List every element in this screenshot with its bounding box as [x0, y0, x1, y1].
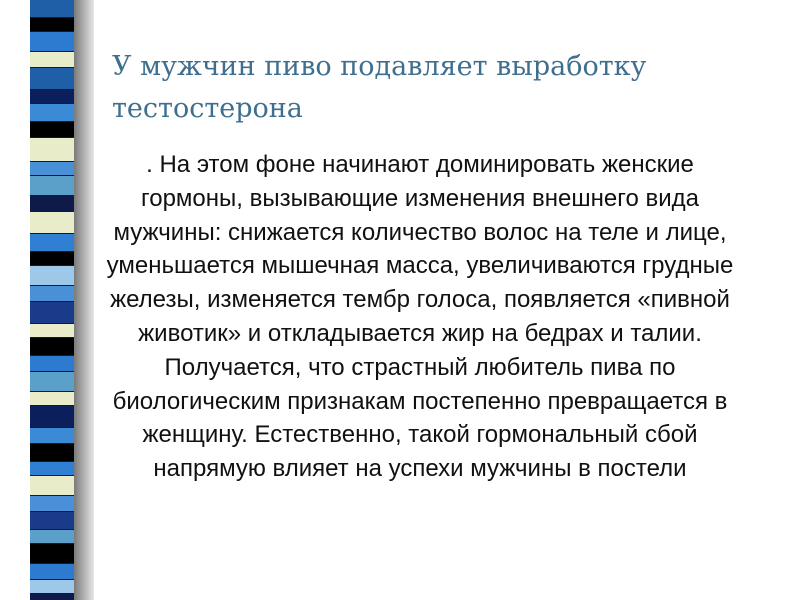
stripe-segment [30, 122, 74, 138]
stripe-segment [30, 406, 74, 428]
stripe-segment [30, 530, 74, 544]
stripe-segment [30, 18, 74, 32]
stripe-segment [30, 286, 74, 302]
stripe-shadow [74, 0, 94, 600]
stripe-segment [30, 338, 74, 356]
slide-body-text: . На этом фоне начинают доминировать женские гормоны, вызывающие изменения внешнего вида мужчины: снижается количество волос на теле и лице, уменьшается мышечная масса, увеличиваются грудные железы, изменяется тембр голоса, появляется «пивной животик» и откладывается жир на бедрах и талии. Получается, что страстный любитель пива по биологическим признакам постепенно превращается в женщину. Естественно, такой гормональный сбой напрямую влияет на успехи мужчины в постели [106, 151, 734, 483]
stripe-segment [30, 428, 74, 444]
stripe-segment [30, 196, 74, 212]
stripe-segment [30, 324, 74, 338]
stripe-segment [30, 356, 74, 372]
stripe-segment [30, 444, 74, 462]
stripe-segment [30, 266, 74, 286]
stripe-segment [30, 252, 74, 266]
stripe-segment [30, 594, 74, 600]
stripe-segment [30, 462, 74, 476]
stripe-segment [30, 176, 74, 196]
stripe-segment [30, 392, 74, 406]
stripe-segment [30, 512, 74, 530]
stripe-segment [30, 544, 74, 564]
stripe-segment [30, 372, 74, 392]
stripe-segment [30, 32, 74, 52]
stripe-segment [30, 302, 74, 324]
stripe-segment [30, 162, 74, 176]
stripe-segment [30, 580, 74, 594]
stripe-segment [30, 68, 74, 90]
stripe-segment [30, 564, 74, 580]
stripe-segment [30, 138, 74, 162]
decorative-stripe-bar [30, 0, 74, 600]
stripe-segment [30, 90, 74, 104]
stripe-segment [30, 52, 74, 68]
stripe-segment [30, 476, 74, 496]
stripe-segment [30, 0, 74, 18]
stripe-segment [30, 496, 74, 512]
stripe-segment [30, 234, 74, 252]
stripe-segment [30, 104, 74, 122]
stripe-segment [30, 212, 74, 234]
slide-title: У мужчин пиво подавляет выработку тестостерона [112, 51, 647, 124]
